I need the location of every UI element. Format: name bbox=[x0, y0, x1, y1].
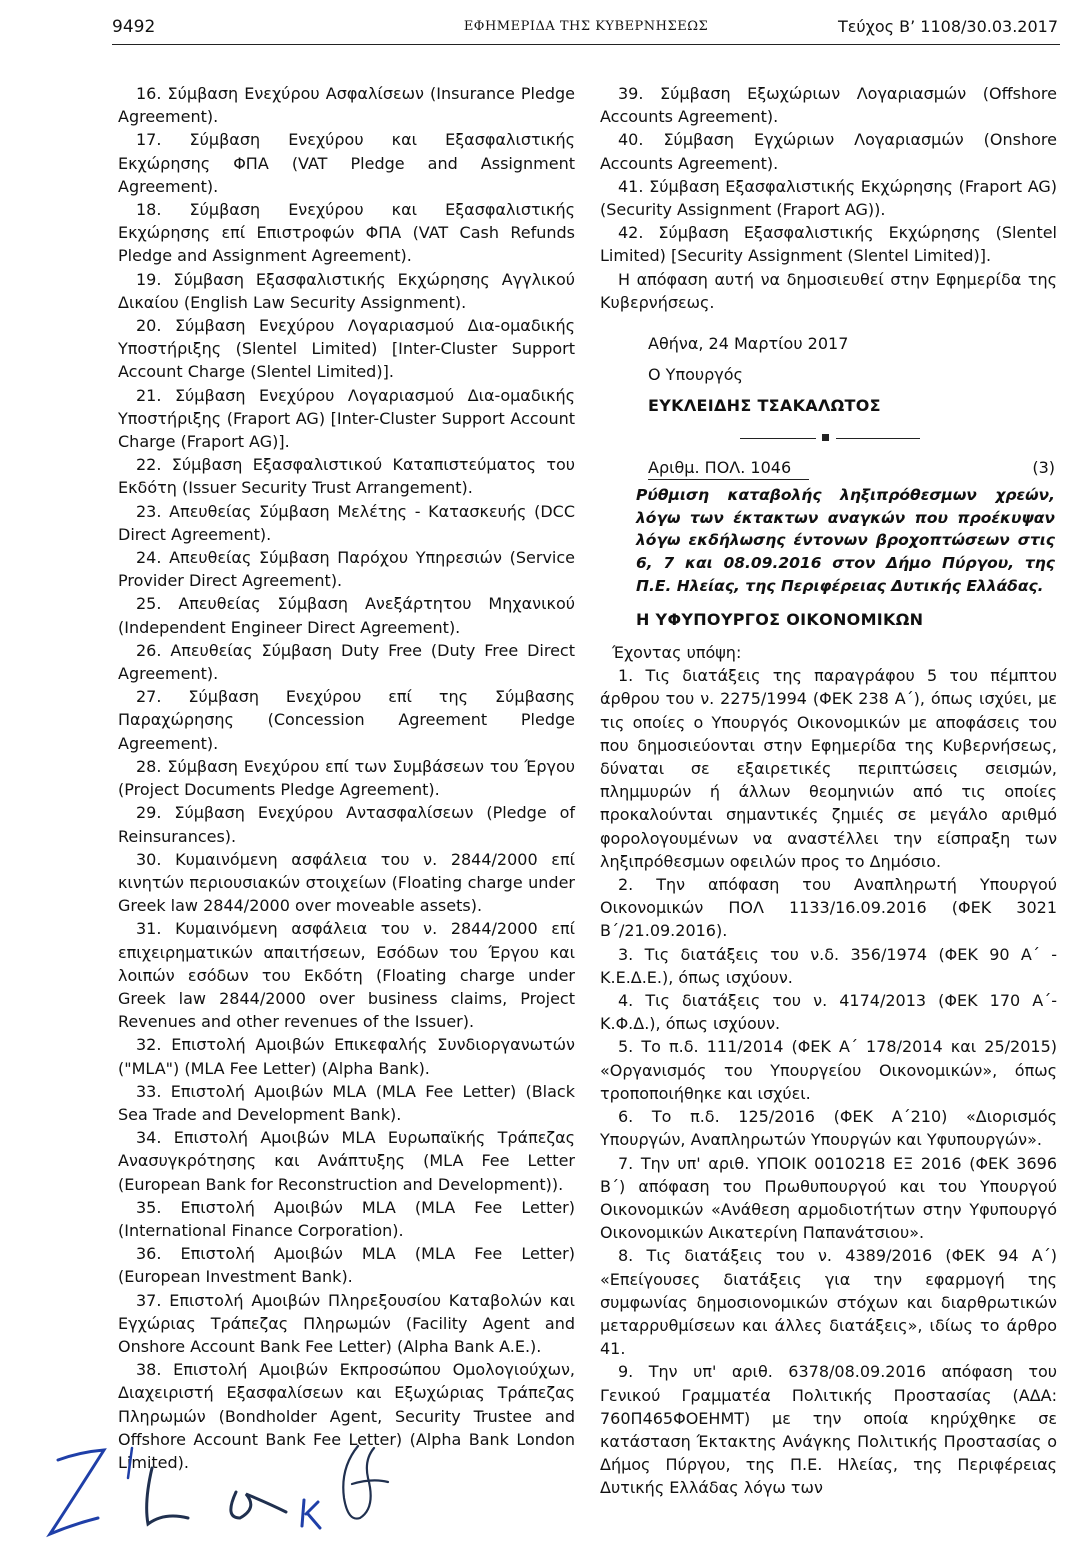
list-item: 42. Σύμβαση Εξασφαλιστικής Εκχώρησης (Slentel Limited) [Security Assignment (Slentel Limited)]. bbox=[600, 223, 1057, 266]
list-item: 33. Επιστολή Αμοιβών MLA (MLA Fee Letter) (Black Sea Trade and Development Bank). bbox=[118, 1081, 575, 1124]
initial-mark bbox=[302, 1500, 320, 1528]
decision-reference: Αριθμ. ΠΟΛ. 1046 bbox=[648, 456, 809, 480]
list-item: 7. Την υπ' αριθ. ΥΠΟΙΚ 0010218 ΕΞ 2016 (ΦΕΚ 3696 Β΄) απόφαση του Πρωθυπουργού και του Υπουργού Οικονομικών «Ανάθεση αρμοδιοτήτων στην Υφυπουργό Οικονομικών Αικατερίνη Παπανάτσιου». bbox=[600, 1153, 1057, 1243]
list-item: 41. Σύμβαση Εξασφαλιστικής Εκχώρησης (Fraport AG) (Security Assignment (Fraport AG)). bbox=[600, 176, 1057, 220]
list-item: 36. Επιστολή Αμοιβών MLA (MLA Fee Letter) (European Investment Bank). bbox=[118, 1244, 575, 1287]
initial-mark bbox=[231, 1492, 286, 1518]
section-separator bbox=[600, 428, 1057, 450]
separator-dot bbox=[822, 434, 829, 441]
decision-heading: Η ΥΦΥΠΟΥΡΓΟΣ ΟΙΚΟΝΟΜΙΚΩΝ bbox=[636, 609, 924, 629]
list-item: 40. Σύμβαση Εγχώριων Λογαριασμών (Onshore Accounts Agreement). bbox=[600, 130, 1057, 173]
list-item: 26. Απευθείας Σύμβαση Duty Free (Duty Free Direct Agreement). bbox=[118, 640, 575, 684]
initial-mark bbox=[50, 1450, 104, 1534]
list-item: 28. Σύμβαση Ενεχύρου επί των Συμβάσεων του Έργου (Project Documents Pledge Agreement). bbox=[118, 756, 575, 800]
page-number: 9492 bbox=[112, 17, 156, 37]
list-item: 38. Επιστολή Αμοιβών Εκπροσώπου Ομολογιούχων, Διαχειριστή Εξασφαλίσεων και Εξωχώριας Τράπεζας Πληρωμών (Bondholder Agent, Security Trustee and Offshore Account Bank Fee Letter) (Alpha Bank London Limited). bbox=[118, 1360, 575, 1472]
list-item: 2. Την απόφαση του Αναπληρωτή Υπουργού Οικονομικών ΠΟΛ 1133/16.09.2016 (ΦΕΚ 3021 Β΄/21.09.2016). bbox=[600, 875, 1057, 941]
list-item: 24. Απευθείας Σύμβαση Παρόχου Υπηρεσιών (Service Provider Direct Agreement). bbox=[118, 548, 575, 591]
signer-role: Ο Υπουργός bbox=[648, 365, 743, 385]
list-item: 39. Σύμβαση Εξωχώριων Λογαριασμών (Offshore Accounts Agreement). bbox=[600, 84, 1057, 127]
initial-mark bbox=[128, 1448, 132, 1478]
publication-clause: Η απόφαση αυτή να δημοσιευθεί στην Εφημερίδα της Κυβερνήσεως. bbox=[600, 269, 1057, 312]
list-item: 3. Τις διατάξεις του ν.δ. 356/1974 (ΦΕΚ 90 Α΄ - Κ.Ε.Δ.Ε.), όπως ισχύουν. bbox=[600, 944, 1057, 987]
list-item: 18. Σύμβαση Ενεχύρου και Εξασφαλιστικής Εκχώρησης επί Επιστροφών ΦΠΑ (VAT Cash Refunds Pledge and Assignment Agreement). bbox=[118, 200, 575, 266]
decision-title: Ρύθμιση καταβολής ληξιπρόθεσμων χρεών, λόγω των έκτακτων αναγκών που προέκυψαν λόγω εκδήλωσης έντονων βροχοπτώσεων στις 6, 7 και 08.09.2016 στον Δήμο Πύργου, της Π.Ε. Ηλείας, της Περιφέρειας Δυτικής Ελλάδας. bbox=[636, 485, 1055, 596]
signing-date: Αθήνα, 24 Μαρτίου 2017 bbox=[648, 334, 849, 354]
separator-line bbox=[740, 438, 816, 439]
list-item: 29. Σύμβαση Ενεχύρου Αντασφαλίσεων (Pledge of Reinsurances). bbox=[118, 803, 575, 846]
decision-reference-line bbox=[600, 456, 1057, 480]
initial-mark bbox=[147, 1468, 188, 1524]
list-item: 31. Κυμαινόμενη ασφάλεια του ν. 2844/2000 επί επιχειρηματικών απαιτήσεων, Εσόδων του Έργου και λοιπών εσόδων του Εκδότη (Floating charge under Greek law 2844/2000 over business claims, Project Revenues and other revenues of the Issuer). bbox=[118, 919, 575, 1032]
right-column bbox=[600, 82, 1057, 1500]
handwritten-initials bbox=[40, 1438, 400, 1548]
list-item: 30. Κυμαινόμενη ασφάλεια του ν. 2844/2000 επί κινητών περιουσιακών στοιχείων (Floating charge under Greek law 2844/2000 over moveable assets). bbox=[118, 849, 575, 916]
list-item: 19. Σύμβαση Εξασφαλιστικής Εκχώρησης Αγγλικού Δικαίου (English Law Security Assignment). bbox=[118, 269, 575, 312]
list-item: 21. Σύμβαση Ενεχύρου Λογαριασμού Δια-ομαδικής Υποστήριξης (Fraport AG) [Inter-Cluster Support Account Charge (Fraport AG)]. bbox=[118, 385, 575, 452]
list-item: 34. Επιστολή Αμοιβών MLA Ευρωπαϊκής Τράπεζας Ανασυγκρότησης και Ανάπτυξης (MLA Fee Letter (European Bank for Reconstruction and Development)). bbox=[118, 1128, 575, 1194]
initial-mark bbox=[343, 1446, 388, 1519]
list-item: 20. Σύμβαση Ενεχύρου Λογαριασμού Δια-ομαδικής Υποστήριξης (Slentel Limited) [Inter-Cluster Support Account Charge (Slentel Limited)]. bbox=[118, 316, 575, 382]
list-item: 4. Τις διατάξεις του ν. 4174/2013 (ΦΕΚ 170 Α΄- Κ.Φ.Δ.), όπως ισχύουν. bbox=[600, 991, 1057, 1034]
list-item: 6. Το π.δ. 125/2016 (ΦΕΚ Α΄210) «Διορισμός Υπουργών, Αναπληρωτών Υπουργών και Υφυπουργών». bbox=[600, 1107, 1057, 1150]
decision-number: (3) bbox=[1032, 457, 1055, 477]
list-item: 8. Τις διατάξεις του ν. 4389/2016 (ΦΕΚ 94 Α΄) «Επείγουσες διατάξεις για την εφαρμογή της συμφωνίας δημοσιονομικών στόχων και διαρθρωτικών μεταρρυθμίσεων και άλλες διατάξεις», ιδίως το άρθρο 41. bbox=[600, 1246, 1057, 1359]
list-item: 16. Σύμβαση Ενεχύρου Ασφαλίσεων (Insurance Pledge Agreement). bbox=[118, 84, 575, 127]
separator-line bbox=[836, 438, 920, 439]
issue-reference: Τεύχος Β’ 1108/30.03.2017 bbox=[837, 17, 1058, 36]
list-item: 27. Σύμβαση Ενεχύρου επί της Σύμβασης Παραχώρησης (Concession Agreement Pledge Agreement). bbox=[118, 687, 575, 753]
gazette-title: ΕΦΗΜΕΡΙΔΑ ΤΗΣ ΚΥΒΕΡΝΗΣΕΩΣ bbox=[463, 19, 709, 34]
list-item: 37. Επιστολή Αμοιβών Πληρεξουσίου Καταβολών και Εγχώριας Τράπεζας Πληρωμών (Facility Agent and Onshore Account Bank Fee Letter) (Alpha Bank A.E.). bbox=[118, 1290, 575, 1356]
list-item: 23. Απευθείας Σύμβαση Μελέτης - Κατασκευής (DCC Direct Agreement). bbox=[118, 501, 575, 544]
left-column bbox=[118, 82, 575, 1474]
signer-name: ΕΥΚΛΕΙΔΗΣ ΤΣΑΚΑΛΩΤΟΣ bbox=[648, 396, 881, 416]
list-item: 1. Τις διατάξεις της παραγράφου 5 του πέμπτου άρθρου του ν. 2275/1994 (ΦΕΚ 238 Α΄), όπως ισχύει, με τις οποίες ο Υπουργός Οικονομικών με αποφάσεις του που δημοσιεύονται στην Εφημερίδα της Κυβερνήσεως, δύναται σε εξαιρετικές περιπτώσεις σεισμών, πλημμυρών ή άλλων θεομηνιών από τις οποίες προκαλούνται σημαντικές ζημιές σε μεγάλο αριθμό φορολογουμένων να αναστέλλει την είσπραξη των ληξιπρόθεσμων οφειλών προς το Δημόσιο. bbox=[600, 666, 1057, 871]
list-item: 32. Επιστολή Αμοιβών Επικεφαλής Συνδιοργανωτών ("MLA") (MLA Fee Letter) (Alpha Bank). bbox=[118, 1035, 575, 1078]
list-item: 22. Σύμβαση Εξασφαλιστικού Καταπιστεύματος του Εκδότη (Issuer Security Trust Arrangement). bbox=[118, 455, 575, 498]
list-item: 35. Επιστολή Αμοιβών MLA (MLA Fee Letter) (International Finance Corporation). bbox=[118, 1197, 575, 1240]
list-item: 25. Απευθείας Σύμβαση Ανεξάρτητου Μηχανικού (Independent Engineer Direct Agreement). bbox=[118, 594, 575, 637]
list-item: 17. Σύμβαση Ενεχύρου και Εξασφαλιστικής Εκχώρησης ΦΠΑ (VAT Pledge and Assignment Agreement). bbox=[118, 130, 575, 196]
having-regard-label: Έχοντας υπόψη: bbox=[612, 643, 742, 663]
list-item: 9. Την υπ' αριθ. 6378/08.09.2016 απόφαση του Γενικού Γραμματέα Πολιτικής Προστασίας (ΑΔΑ: 760Π465ΦΟΕΗΜΤ) με την οποία κηρύχθηκε σε κατάσταση Έκτακτης Ανάγκης Πολιτικής Προστασίας ο Δήμος Πύργου, της Π.Ε. Ηλείας, της Περιφέρειας Δυτικής Ελλάδας λόγω των bbox=[600, 1362, 1057, 1498]
page-header bbox=[112, 14, 1060, 45]
list-item: 5. Το π.δ. 111/2014 (ΦΕΚ Α΄ 178/2014 και 25/2015) «Οργανισμός του Υπουργείου Οικονομικών», όπως τροποποιήθηκε και ισχύει. bbox=[600, 1037, 1057, 1103]
